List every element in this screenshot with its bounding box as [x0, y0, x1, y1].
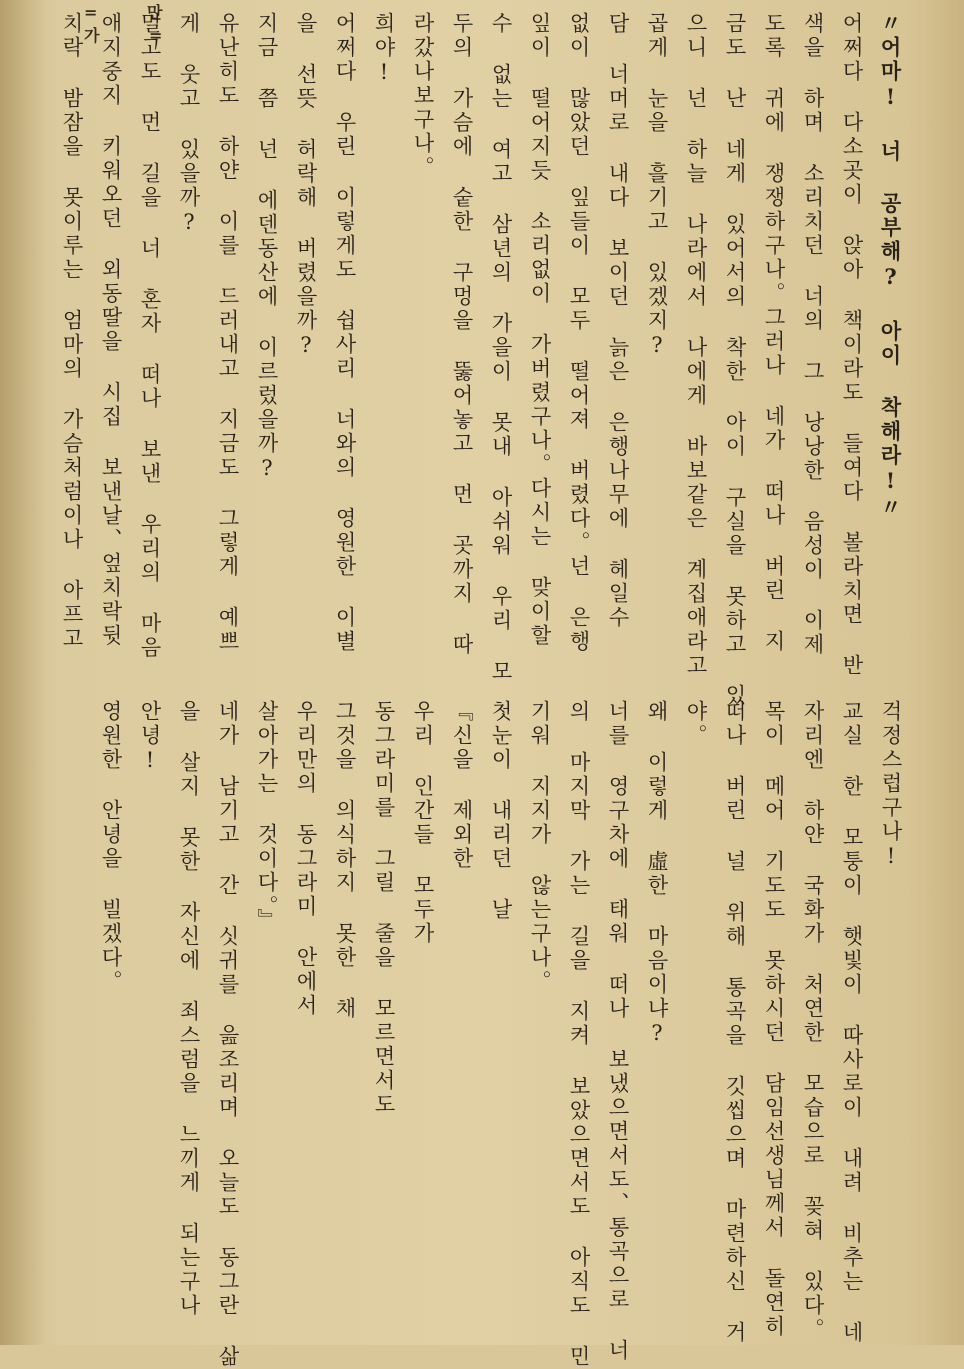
text-column: 교실 한 모퉁이 햇빛이 따사로이 내려 비추는 네	[840, 700, 864, 1345]
text-column: 유난히도 하얀 이를 드러내고 지금도 그렇게 예쁘	[216, 12, 240, 654]
text-column: 『신을 제외한	[450, 700, 474, 871]
text-column: 그것을 의식하지 못한 채	[333, 700, 357, 1021]
text-column: 두의 가슴에 숱한 구멍을 뚫어놓고 먼 곳까지 따	[450, 12, 474, 657]
text-column: 멀고도 먼 길을 너 혼자 떠나 보낸 우리의 마음	[138, 12, 162, 660]
text-column: 너를 영구차에 태워 떠나 보냈으면서도、통곡으로 너	[606, 700, 630, 1363]
text-column: 기워 지지가 않는구나。	[528, 700, 552, 994]
text-column: 첫눈이 내리던 날	[489, 700, 513, 922]
text-column: 희야!	[372, 12, 396, 87]
text-column: 우리 인간들 모두가	[411, 700, 435, 946]
text-column: 야。	[684, 700, 708, 748]
text-column: 영원한 안녕을 빌겠다。	[99, 700, 123, 994]
text-column: 살아가는 것이다。』	[255, 700, 279, 933]
text-column: 잎이 떨어지듯 소리없이 가버렸구나。다시는 맞이할	[528, 12, 552, 648]
text-column: 게 웃고 있을까?	[177, 12, 201, 237]
text-column: 안녕!	[138, 700, 162, 775]
text-column: 을 살지 못한 자신에 죄스럼을 느끼게 되는구나	[177, 700, 201, 1318]
text-column: 곱게 눈을 흘기고 있겠지?	[645, 12, 669, 360]
text-column: 걱정스럽구나!	[879, 700, 903, 871]
text-column: 떠나 버린 널 위해 통곡을 깃씹으며 마련하신 거	[723, 700, 747, 1345]
text-column: 목이 메어 기도도 못하시던 담임선생님께서 돌연히	[762, 700, 786, 1339]
lower-text-block	[30, 700, 910, 1369]
text-column: 우리만의 동그라미 안에서	[294, 700, 318, 1018]
text-column: 애지중지 키워오던 외동딸을 시집 보낸날、엎치락뒷	[99, 12, 123, 648]
text-column: 동그라미를 그릴 줄을 모르면서도	[372, 700, 396, 1117]
text-column: 라갔나보구나。	[411, 12, 435, 180]
text-column: 담 너머로 내다 보이던 늙은 은행나무에 헤일수	[606, 12, 630, 630]
text-column: 없이 많았던 잎들이 모두 떨어져 버렸다。넌 은행	[567, 12, 591, 654]
text-column: 금도 난 네게 있어서의 착한 아이 구실을 못하고 있	[723, 12, 747, 708]
text-column: 네가 남기고 간 싯귀를 읊조리며 오늘도 동그란 삶	[216, 700, 240, 1369]
text-column: 왜 이렇게 虛한 마음이냐?	[645, 700, 669, 1048]
text-column: 색을 하며 소리치던 너의 그 낭낭한 음성이 이제	[801, 12, 825, 657]
text-column: 치락 밤잠을 못이루는 엄마의 가슴처럼이나 아프고	[60, 12, 84, 651]
text-column: 을 선뜻 허락해 버렸을까?	[294, 12, 318, 360]
text-column: 도록 귀에 쟁쟁하구나。그러나 네가 떠나 버린 지	[762, 12, 786, 654]
cut-off-heading: = 만 가 =	[84, 3, 185, 45]
text-column: 어쩌다 다소곳이 앉아 책이라도 들여다 볼라치면 반	[840, 12, 864, 678]
text-column: 어쩌다 우린 이렇게도 쉽사리 너와의 영원한 이별	[333, 12, 357, 654]
text-column: 지금 쯤 넌 에덴동산에 이르렀을까?	[255, 12, 279, 483]
text-column: 의 마지막 가는 길을 지켜 보았으면서도 아직도 민	[567, 700, 591, 1369]
text-column: 자리엔 하얀 국화가 처연한 모습으로 꽂혀 있다。	[801, 700, 825, 1342]
text-column: 〃어마! 너 공부해? 아이 착해라!〃	[878, 12, 903, 520]
text-column: 으니 넌 하늘 나라에서 나에게 바보같은 계집애라고	[684, 12, 708, 678]
upper-text-block	[30, 12, 910, 708]
text-column: 수 없는 여고 삼년의 가을이 못내 아쉬워 우리 모	[489, 12, 513, 684]
